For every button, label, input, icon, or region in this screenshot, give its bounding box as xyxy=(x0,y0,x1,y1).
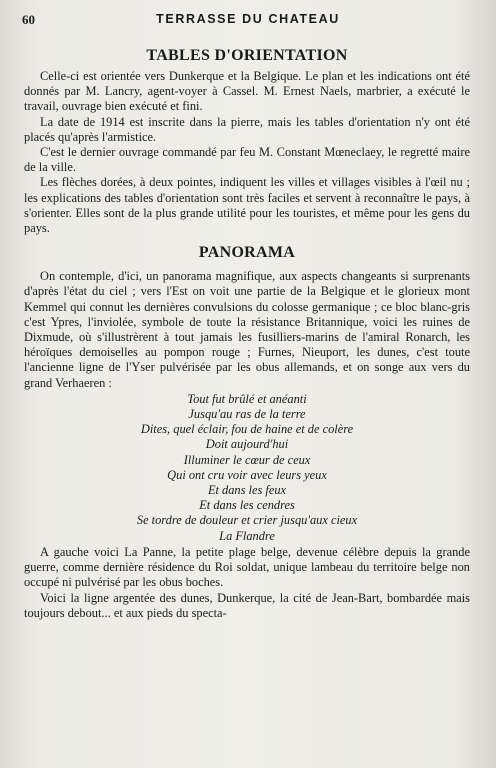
page-header xyxy=(22,12,474,32)
paragraph: On contemple, d'ici, un panorama magnifique, aux aspects changeants si surprenants d'après l'état du ciel ; vers l'Est on voit une partie de la Belgique et le glorieux mont Kemmel qui connut les dernières convulsions du colosse germanique ; ce bloc blanc-gris c'est Ypres, l'inviolée, symbole de toute la résistance Britannique, voici les ruines de Dixmude, où s'illustrèrent à tout jamais les fusilliers-marins de l'amiral Ronarch, les héroïques demoiselles au pompon rouge ; Furnes, Nieuport, les dunes, c'est toute l'ancienne ligne de l'Yser pulvérisée par les obus allemands, et on songe aux vers du grand Verhaeren : xyxy=(24,269,470,390)
poem-line: Et dans les cendres xyxy=(199,498,295,513)
poem-line: Et dans les feux xyxy=(207,483,287,498)
poem-line: Se tordre de douleur et crier jusqu'aux cieux xyxy=(136,513,358,528)
poem-line: Illuminer le cœur de ceux xyxy=(183,452,311,467)
poem-line: Qui ont cru voir avec leurs yeux xyxy=(167,467,327,482)
paragraph: Voici la ligne argentée des dunes, Dunkerque, la cité de Jean-Bart, bombardée mais toujours debout... et aux pieds du specta- xyxy=(24,590,470,620)
running-title: TERRASSE DU CHATEAU xyxy=(156,12,340,26)
section-title-orientation: TABLES D'ORIENTATION xyxy=(146,47,348,64)
paragraph: La date de 1914 est inscrite dans la pierre, mais les tables d'orientation n'y ont été placés qu'après l'armistice. xyxy=(24,114,470,144)
poem-line: La Flandre xyxy=(219,528,275,543)
paragraph: Les flèches dorées, à deux pointes, indiquent les villes et villages visibles à l'œil nu ; les explications des tables d'orientation sont très faciles et servent à reconnaître le pays, à s'orienter. Elles sont de la plus grande utilité pour les touristes, et même pour les gens du pays. xyxy=(24,175,470,236)
page-number: 60 xyxy=(22,12,35,27)
paragraph: Celle-ci est orientée vers Dunkerque et la Belgique. Le plan et les indications ont été donnés par M. Lancry, agent-voyer à Cassel. M. Ernest Naels, marbrier, a exécuté le travail, ouvrage bien exécuté et fini. xyxy=(24,69,470,114)
poem-line: Doit aujourd'hui xyxy=(205,437,289,452)
poem-quotation xyxy=(24,392,470,544)
paragraph: A gauche voici La Panne, la petite plage belge, devenue célèbre depuis la grande guerre, comme dernière résidence du Roi soldat, unique lambeau du territoire belge non occupé ni pulvérisé par les obus boches. xyxy=(24,544,470,590)
poem-line: Dites, quel éclair, fou de haine et de colère xyxy=(140,422,354,437)
poem-line: Jusqu'au ras de la terre xyxy=(188,407,306,422)
page-content xyxy=(24,46,470,621)
section-title-panorama: PANORAMA xyxy=(198,244,296,262)
poem-line: Tout fut brûlé et anéanti xyxy=(187,391,307,406)
paragraph: C'est le dernier ouvrage commandé par feu M. Constant Mœneclaey, le regretté maire de la ville. xyxy=(24,145,470,175)
